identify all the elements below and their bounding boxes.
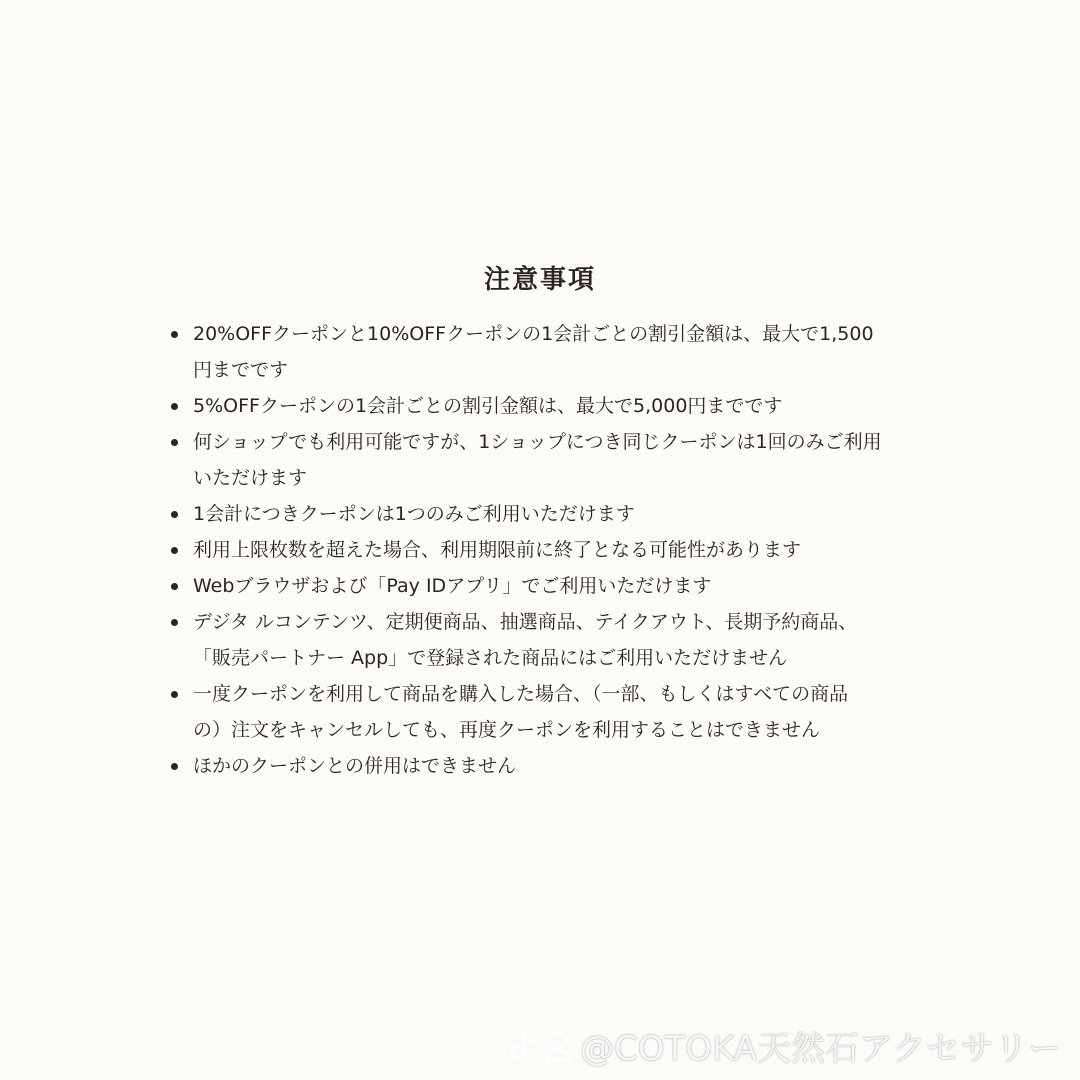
list-item	[193, 496, 923, 532]
watermark	[508, 1021, 1062, 1070]
list-item-text: いただけます	[193, 467, 308, 489]
list-item-text: ほかのクーポンとの併用はできません	[193, 755, 517, 777]
bullet-icon	[171, 331, 178, 338]
list-item	[193, 532, 923, 568]
watermark-text: @COTOKA天然石アクセサリー	[580, 1029, 1062, 1069]
bullet-icon	[171, 547, 178, 554]
list-item-text: デジタ ルコンテンツ、定期便商品、抽選商品、テイクアウト、長期予約商品、	[193, 611, 858, 633]
bullet-icon	[171, 619, 178, 626]
list-item	[193, 388, 923, 424]
list-item-text: 20%OFFクーポンと10%OFFクーポンの1会計ごとの割引金額は、最大で1,500	[193, 323, 874, 345]
tiktok-icon	[508, 1030, 536, 1062]
list-item-text: 「販売パートナー App」で登録された商品にはご利用いただけません	[193, 647, 788, 669]
bullet-icon	[171, 583, 178, 590]
list-item	[193, 424, 923, 496]
bullet-icon	[171, 691, 178, 698]
bullet-icon	[171, 763, 178, 770]
bullet-icon	[171, 403, 178, 410]
bullet-icon	[171, 439, 178, 446]
list-item-text: 一度クーポンを利用して商品を購入した場合、（一部、もしくはすべての商品	[193, 683, 849, 705]
list-item-text: 5%OFFクーポンの1会計ごとの割引金額は、最大で5,000円までです	[193, 395, 783, 417]
list-item	[193, 748, 923, 784]
list-item-text: 何ショップでも利用可能ですが、1ショップにつき同じクーポンは1回のみご利用	[193, 431, 882, 453]
list-item	[193, 604, 923, 676]
bullet-icon	[171, 511, 178, 518]
list-item-text: Webブラウザおよび「Pay IDアプリ」でご利用いただけます	[193, 575, 712, 597]
list-item-text: 1会計につきクーポンは1つのみご利用いただけます	[193, 503, 635, 525]
list-item	[193, 316, 923, 388]
list-item-text: 利用上限枚数を超えた場合、利用期限前に終了となる可能性があります	[193, 539, 802, 561]
list-item-text: の）注文をキャンセルしても、再度クーポンを利用することはできません	[193, 719, 821, 741]
list-item	[193, 676, 923, 748]
notice-list	[193, 316, 923, 784]
list-item-text: 円までです	[193, 359, 289, 381]
page-title: 注意事項	[483, 265, 596, 295]
list-item	[193, 568, 923, 604]
user-icon	[544, 1030, 572, 1062]
